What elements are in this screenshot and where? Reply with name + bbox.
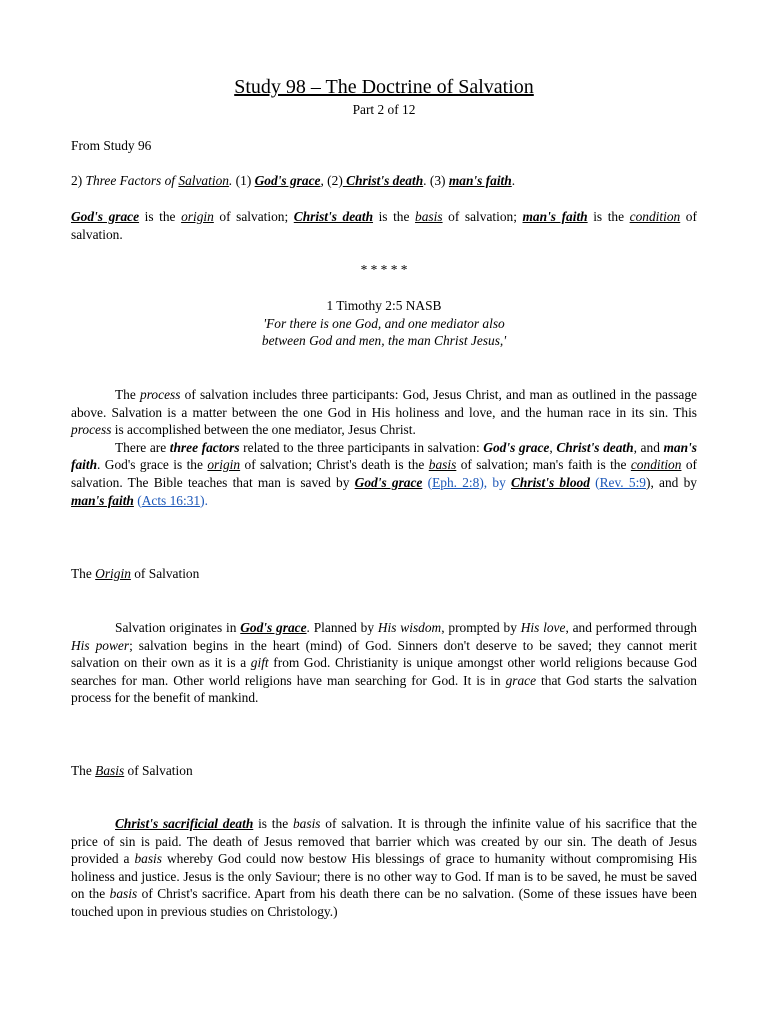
origin-section xyxy=(71,619,697,707)
acts-16-31-link[interactable]: Acts 16:31 xyxy=(141,492,201,508)
scripture-line: between God and men, the man Christ Jesus,' xyxy=(261,333,507,349)
basis-heading: The Basis of Salvation xyxy=(71,763,193,778)
page-title: Study 98 – The Doctrine of Salvation xyxy=(234,76,534,98)
basis-section xyxy=(71,815,697,921)
basis-paragraph: Christ's sacrificial death is the basis of salvation. It is through the infinite value of his sacrifice that the price of sin is paid. The death of Jesus removed that barrier which was created by our sin. The death of Jesus provided a basis whereby God could now bestow His blessings of grace to humanity without compromising His holiness and justice. Jesus is the only Saviour; there is no other way to God. If man is to be saved, he must be saved on the basis of Christ's sacrifice. Apart from his death there can be no salvation. (Some of these issues have been touched upon in previous studies on Christology.) xyxy=(71,816,697,919)
summary-paragraph: God's grace is the origin of salvation; Christ's death is the basis of salvation; man's faith is the condition of salvation. xyxy=(71,209,697,242)
origin-paragraph: Salvation originates in God's grace. Planned by His wisdom, prompted by His love, and performed through His power; salvation begins in the heart (mind) of God. Sinners don't deserve to be saved; they cannot merit salvation on their own as it is a gift from God. Christianity is unique amongst other world religions because God searches for man. Other world religions have man searching for God. It is in grace that God starts the salvation process for the benefit of mankind. xyxy=(71,620,697,706)
page-subtitle: Part 2 of 12 xyxy=(352,102,416,117)
rev-5-9-link[interactable]: Rev. 5:9 xyxy=(599,474,646,490)
section-separator: * * * * * xyxy=(360,262,408,277)
process-paragraph: The process of salvation includes three participants: God, Jesus Christ, and man as outlined in the passage above. Salvation is a matter between the one God in His holiness and love, and the human race in its sin. This process is accomplished between the one mediator, Jesus Christ. xyxy=(71,387,697,438)
origin-heading: The Origin of Salvation xyxy=(71,566,200,581)
factors-paragraph: There are three factors related to the three participants in salvation: God's grace, Christ's death, and man's faith. God's grace is the origin of salvation; Christ's death is the basis of salvation; man's faith is the condition of salvation. The Bible teaches that man is saved by God's grace (Eph. 2:8), by Christ's blood (Rev. 5:9), and by man's faith (Acts 16:31). xyxy=(71,439,698,508)
from-study-note: From Study 96 xyxy=(71,138,152,153)
scripture-line: 'For there is one God, and one mediator also xyxy=(263,315,505,331)
eph-2-8-link[interactable]: Eph. 2:8 xyxy=(432,474,480,490)
process-section xyxy=(71,386,697,509)
scripture-reference: 1 Timothy 2:5 NASB xyxy=(326,298,442,313)
scripture-quote xyxy=(71,297,697,350)
three-factors-line: 2) Three Factors of Salvation. (1) God's grace, (2) Christ's death. (3) man's faith. xyxy=(71,173,516,188)
